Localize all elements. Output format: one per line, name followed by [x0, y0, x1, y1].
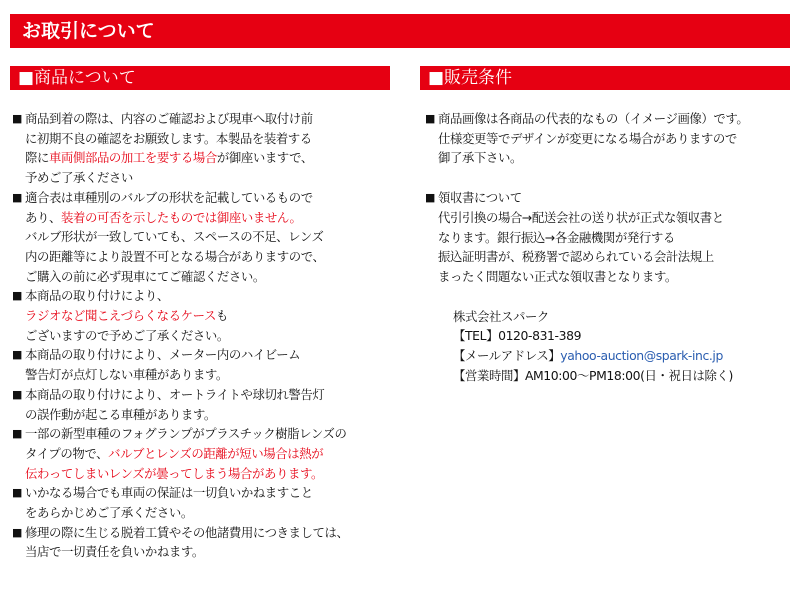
bullet-square-icon: ■ [12, 348, 22, 362]
sales-terms-list [425, 109, 790, 385]
company-info [453, 307, 790, 386]
text-line [438, 228, 790, 248]
warning-text: 装着の可否を示したものでは御座いません。 [60, 209, 302, 225]
body-text: が御座いますで、 [216, 150, 313, 166]
text-line [25, 385, 392, 405]
body-text: の誤作動が起こる車種があります。 [25, 406, 216, 422]
body-text: バルブ形状が一致していても、スペースの不足、レンズ [25, 229, 324, 245]
body-text: 一部の新型車種のフォグランプがプラスチック樹脂レンズの [25, 426, 347, 442]
warning-text: バルブとレンズの距離が短い場合は熱が [108, 445, 324, 461]
text-line [25, 503, 392, 523]
body-text: 警告灯が点灯しない車種があります。 [25, 367, 228, 383]
body-text: 御了承下さい。 [438, 150, 522, 166]
text-line [25, 208, 392, 228]
body-text: まったく問題ない正式な領収書となります。 [438, 268, 677, 284]
list-item [425, 188, 790, 287]
warning-text: 伝わってしまいレンズが曇ってしまう場合があります。 [25, 465, 323, 481]
text-line [25, 405, 392, 425]
body-text: 商品到着の際は、内容のご確認および現車へ取付け前 [25, 111, 313, 126]
text-line [25, 345, 392, 365]
bullet-square-icon: ■ [12, 112, 22, 125]
body-text: に初期不良の確認をお願致します。本製品を装着する [25, 130, 312, 146]
body-text: タイプの物で、 [25, 445, 109, 461]
list-item [12, 286, 392, 345]
text-line [25, 523, 392, 543]
body-text: 振込証明書が、税務署で認められている会計法規上 [438, 249, 714, 265]
body-text: 本商品の取り付けにより、 [25, 288, 169, 304]
bullet-square-icon: ■ [12, 525, 22, 539]
body-text: 代引引換の場合→配送会社の送り状が正式な領収書と [438, 209, 724, 225]
text-line [438, 247, 790, 267]
list-item [425, 109, 790, 168]
text-line [438, 148, 790, 168]
text-line [25, 365, 392, 385]
text-line [25, 464, 392, 484]
text-line [25, 148, 392, 168]
text-line [438, 208, 790, 228]
list-item [12, 523, 392, 562]
text-line [25, 227, 392, 247]
text-line [438, 188, 790, 208]
bullet-square-icon: ■ [12, 289, 22, 303]
page-title: お取引について [10, 14, 790, 48]
body-text: 仕様変更等でデザインが変更になる場合がありますので [438, 130, 737, 146]
text-line [25, 168, 392, 188]
bullet-square-icon: ■ [425, 112, 435, 125]
text-line [25, 483, 392, 503]
section-heading-sales-terms: ■販売条件 [420, 66, 790, 90]
text-line [25, 286, 392, 306]
list-item [12, 385, 392, 424]
company-mail-row [453, 346, 790, 366]
text-line [25, 267, 392, 287]
business-hours: 【営業時間】AM10:00〜PM18:00(日・祝日は除く) [453, 367, 733, 383]
text-line [25, 129, 392, 149]
product-notes-list [12, 109, 392, 562]
mail-link[interactable]: yahoo-auction@spark-inc.jp [560, 348, 723, 364]
body-text: も [215, 308, 228, 324]
body-text: 内の距離等により設置不可となる場合がありますので、 [25, 248, 325, 264]
body-text: あり、 [25, 209, 61, 225]
text-line [438, 109, 790, 129]
bullet-square-icon: ■ [12, 387, 22, 401]
body-text: 予めご了承ください [25, 170, 133, 186]
warning-text: 車両側部品の加工を要する場合 [48, 150, 217, 166]
body-text: 適合表は車種別のバルブの形状を記載しているもので [25, 189, 313, 205]
company-tel: 【TEL】0120-831-389 [453, 328, 582, 344]
text-line [25, 109, 392, 129]
body-text: 本商品の取り付けにより、オートライトや球切れ警告灯 [25, 386, 325, 402]
body-text: なります。銀行振込→各金融機関が発行する [438, 229, 675, 245]
body-text: 本商品の取り付けにより、メーター内のハイビーム [25, 347, 301, 363]
body-text: ございますので予めご了承ください。 [25, 327, 229, 343]
body-text: 商品画像は各商品の代表的なもの（イメージ画像）です。 [438, 111, 749, 126]
text-line [25, 444, 392, 464]
body-text: をあらかじめご了承ください。 [25, 505, 193, 521]
text-line [25, 542, 392, 562]
body-text: 当店で一切責任を負いかねます。 [25, 544, 204, 560]
text-line [25, 424, 392, 444]
body-text: いかなる場合でも車両の保証は一切負いかねますこと [25, 485, 313, 501]
list-item [12, 109, 392, 188]
text-line [25, 188, 392, 208]
text-line [438, 129, 790, 149]
bullet-square-icon: ■ [12, 486, 22, 500]
section-heading-product: ■商品について [10, 66, 390, 90]
body-text: ご購入の前に必ず現車にてご確認ください。 [25, 268, 265, 284]
list-item [12, 483, 392, 522]
company-name: 株式会社スパーク [453, 308, 549, 324]
text-line [25, 326, 392, 346]
text-line [438, 267, 790, 287]
text-line [25, 306, 392, 326]
bullet-square-icon: ■ [12, 190, 22, 204]
bullet-square-icon: ■ [12, 427, 22, 441]
list-item [12, 345, 392, 384]
warning-text: ラジオなど聞こえづらくなるケース [25, 308, 216, 324]
text-line [25, 247, 392, 267]
body-text: 修理の際に生じる脱着工賃やその他諸費用につきましては、 [25, 524, 349, 540]
bullet-square-icon: ■ [425, 191, 435, 205]
list-item [12, 424, 392, 483]
mail-label: 【メールアドレス】 [453, 348, 561, 364]
body-text: 領収書について [438, 190, 522, 206]
list-item [12, 188, 392, 287]
body-text: 際に [25, 150, 49, 166]
